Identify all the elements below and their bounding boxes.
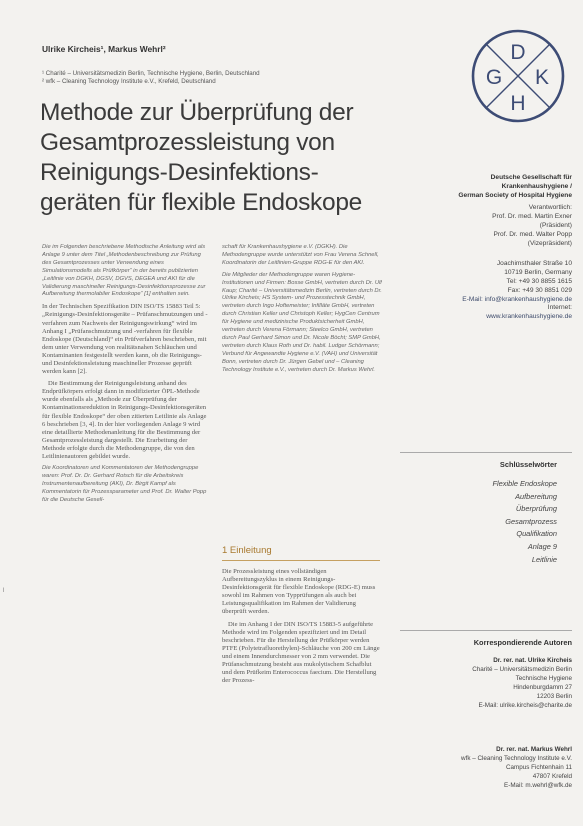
title-line: Gesamtprozessleistung von [40,129,335,156]
society-name-line: German Society of Hospital Hygiene [458,191,572,199]
body-paragraph: Die im Anhang I der DIN ISO/TS 15883-5 aufgeführte Methode wird im Folgenden spezifiziert und im Detail beschrieben. Für die Herstellung der Prüfkörper werden PTFE (Polytetrafluorethylen)-Schläuche von 200 cm Länge und einem Innendurchmesser von 2 mm verwendet. Die Prüfanschmutzung besteht aus mukolytischem Schafblut und dem Prüfkeim Enterococcus faecium. Die Herstellung der Prozess- [222,620,380,685]
title-line: geräten für flexible Endoskope [40,189,362,216]
margin-mark: l [3,588,5,594]
body-paragraph: Die Prozessleistung eines vollständigen Aufbereitungszyklus in einem Reinigungs-Desinfektionsgerät für flexible Endoskope (RDG-E) muss sowohl im Rahmen von Typprüfungen als auch bei Leistungsqualifikation im Rahmen der Validierung überprüft werden. [222,568,376,616]
person-line: Prof. Dr. med. Martin Exner [492,213,572,221]
keyword: Leitlinie [531,554,557,564]
author-line: 47807 Krefeld [532,773,572,780]
person-line: (Vizepräsident) [527,239,572,247]
authors: Ulrike Kircheis¹, Markus Wehrl² [42,44,166,54]
keyword: Flexible Endoskope [492,479,557,488]
society-info [392,174,572,322]
keyword: Qualifikation [516,529,557,539]
logo-letter-h: H [510,92,526,115]
address-line: Joachimsthaler Straße 10 [496,260,572,268]
body-paragraph: schaft für Krankenhaushygiene e.V. (DGKH). Die Methodengruppe wurde unterstützt von Frau Verena Schnell, Koordinatorin der Leitlinien-Gruppe RDG-E für den AKI. [222,244,379,266]
keyword: Aufbereitung [515,491,557,501]
author-line: Campus Fichtenhain 11 [505,764,572,771]
keyword: Gesamtprozess [505,516,557,526]
divider [400,630,572,631]
body-column-1 [42,244,208,819]
keyword: Anlage 9 [527,541,557,551]
author-line: Charité – Universitätsmedizin Berlin [472,666,572,673]
keywords-list [392,478,557,566]
logo-letter-k: K [534,66,550,89]
title-line: Methode zur Überprüfung der [40,99,354,126]
person-line: (Präsident) [539,221,572,229]
coordinators-paragraph: Die Koordinatoren und Kommentatoren der Methodengruppe waren: Prof. Dr. Dr. Gerhard Rotsch für die Arbeitskreis Instrumentenaufbereitung (AKI), Dr. Birgit Kampf als Kommentatorin für Prozessparameter und Prof. Dr. Walter Popp für die Deutsche Gesell- [42,465,207,503]
correspondence-author-2 [392,745,572,790]
author-email-link[interactable]: E-Mail: ulrike.kircheis@charite.de [478,702,572,709]
body-paragraph: In der Technischen Spezifikation DIN ISO/TS 15883 Teil 5: „Reinigungs-Desinfektionsgeräte – Prüfanschmutzungen und -verfahren zum Nachweis der Reinigungswirkung“ wird im Anhang I „Prüfanschmutzung und -verfahren für flexible Endoskope (Deutschland)“ ein Prüfverfahren beschrieben, mit dem unter Verwendung von realitätsnahen Schläuchen und Kontaminanten festgestellt werden kann, ob die Reinigungs- und Desinfektionsleistung maschineller Prozesse geprüft werden kann [2]. [42,303,208,376]
society-name-line: Krankenhaushygiene / [501,182,572,190]
author-email-link[interactable]: E-Mail: m.wehrl@wfk.de [504,782,572,789]
affiliation-2: ² wfk – Cleaning Technology Institute e.V., Krefeld, Deutschland [42,78,216,86]
body-column-2-top [222,244,382,542]
author-name: Dr. rer. nat. Ulrike Kircheis [493,657,572,664]
affiliation-1: ¹ Charité – Universitätsmedizin Berlin, Technische Hygiene, Berlin, Deutschland [42,70,260,77]
author-name: Dr. rer. nat. Markus Wehrl [496,746,572,753]
logo-letter-d: D [510,41,526,64]
author-line: Technische Hygiene [515,675,572,682]
person-line: Prof. Dr. med. Walter Popp [493,230,572,238]
correspondence-author-1 [392,656,572,710]
email-link[interactable]: E-Mail: info@krankenhaushygiene.de [462,295,572,303]
keywords-title: Schlüsselwörter [499,460,557,469]
website-link[interactable]: www.krankenhaushygiene.de [486,313,572,321]
members-paragraph: Die Mitglieder der Methodengruppe waren Hygiene-Institutionen und Firmen: Bosse GmbH, vertreten durch Dr. Ulf Kaup; Charité – Universitätsmedizin Berlin, vertreten durch Dr. Ulrike Kircheis; HS System- und Prozesstechnik GmbH, vertreten durch Ingo Hoftemeister; Infilläte GmbH, vertreten durch Christian Keller und Christoph Keller; HygCen Centrum für Hygiene und medizinische Produktsicherheit GmbH, vertreten durch Verena Förmann; Steelco GmbH, vertreten durch Paul Gerhard Simon und Dr. Nicole Böcht; SMP GmbH, vertreten durch Klaus Roth und Dr. habil. Ludger Schörmann; Verbund für Angewandte Hygiene e.V. (VAH) und Universität Bonn, vertreten durch Dr. Jürgen Gebel und – Cleaning Technology Institute e.V., vertreten durch Dr. Markus Wehrl. [222,271,382,373]
intro-paragraph: Die im Folgenden beschriebene Methodische Anleitung wird als Anlage 9 unter dem Titel „Methodenbeschreibung zur Prüfung des Gesamtprozesses unter Verwendung eines Simulationsmodells als Prüfkörper“ in der bereits publizierten „Leitlinie von DGKH, DGSV, DGVS, DEGEA und AKI für die Validierung maschineller Reinigungs-Desinfektionsprozesse zur Aufbereitung thermolabiler Endoskope“ [1] enthalten sein. [42,244,206,298]
body-paragraph: Die Bestimmung der Reinigungsleistung anhand des Endprüfkörpers erfolgt dann in modifizierter ÖPL-Methode wurde ebenfalls als „Methode zur Überprüfung der Kontaminationsreduktion in Reinigungs-Desinfektionsgeräten für flexible Endoskope“ der oben zitierten Leitlinie als Anlage 6 beschrieben [3, 4]. In der hier vorliegenden Anlage 9 wird eine detaillierte Methodenanleitung für die Bestimmung der Gesamtprozessleistung dargestellt. Die Erarbeitung der Methode erfolgte durch die Methodengruppe, die von den Leitlinienautoren gebildet wurde. [42,380,207,461]
internet-label: Internet: [547,304,572,312]
fax-line: Fax: +49 30 8851 029 [507,286,572,294]
logo-letter-g: G [485,66,503,89]
page-title [40,98,390,218]
author-line: wfk – Cleaning Technology Institute e.V. [461,755,572,762]
affiliations [42,70,362,87]
address-line: 10719 Berlin, Germany [504,269,572,277]
phone-line: Tel: +49 30 8855 1615 [506,277,572,285]
section-heading: 1 Einleitung [222,545,272,556]
divider [400,452,572,453]
society-name-line: Deutsche Gesellschaft für [490,174,572,181]
author-line: Hindenburgdamm 27 [513,684,572,691]
responsible-label: Verantwortlich: [528,204,572,212]
author-line: 12203 Berlin [536,693,572,700]
body-column-2-bottom [222,568,382,820]
correspondence-title: Korrespondierende Autoren [473,638,572,647]
title-line: Reinigungs-Desinfektions- [40,159,319,186]
dgkh-logo [470,28,566,124]
keyword: Überprüfung [515,504,557,514]
section-underline [222,560,380,561]
